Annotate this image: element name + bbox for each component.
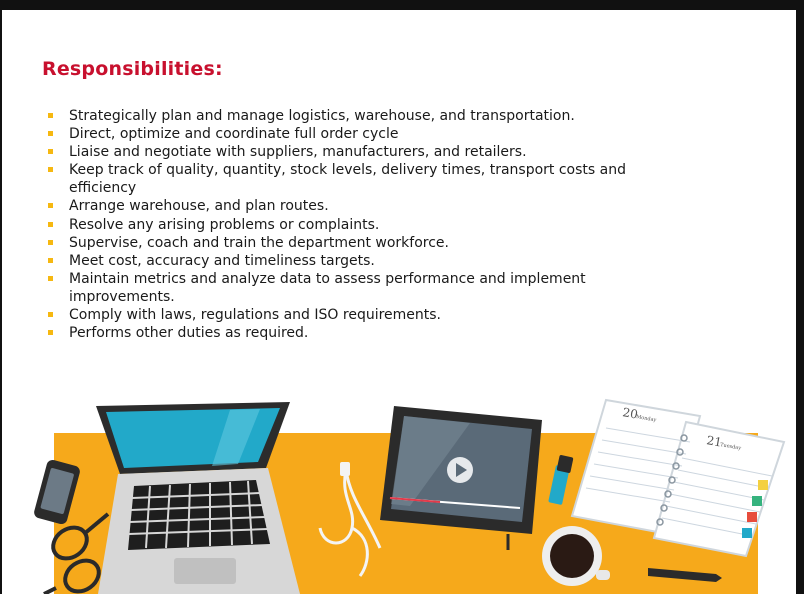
list-item: Meet cost, accuracy and timeliness targets. [48,252,688,270]
top-border [0,0,804,10]
responsibilities-list [48,107,688,342]
planner-day-left: 20 [621,405,639,422]
earphone-plug-icon [340,462,350,476]
planner-day-right: 21 [705,433,723,450]
planner-weekday-left: Monday [635,414,657,424]
tablet-icon [380,406,542,534]
list-item: Supervise, coach and train the department workforce. [48,234,688,252]
list-item: Arrange warehouse, and plan routes. [48,197,688,215]
desk-illustration [0,398,804,594]
list-item: Performs other duties as required. [48,324,688,342]
slide-title: Responsibilities: [42,58,223,80]
list-item: Strategically plan and manage logistics, warehouse, and transportation. [48,107,688,125]
planner-weekday-right: Tuesday [719,442,742,452]
list-item: Maintain metrics and analyze data to assess performance and implement improvements. [48,270,688,306]
list-item: Direct, optimize and coordinate full order cycle [48,125,688,143]
list-item: Resolve any arising problems or complaints. [48,216,688,234]
list-item: Comply with laws, regulations and ISO requirements. [48,306,688,324]
list-item: Keep track of quality, quantity, stock levels, delivery times, transport costs and efficiency [48,161,688,197]
laptop-icon [96,402,300,594]
list-item: Liaise and negotiate with suppliers, manufacturers, and retailers. [48,143,688,161]
